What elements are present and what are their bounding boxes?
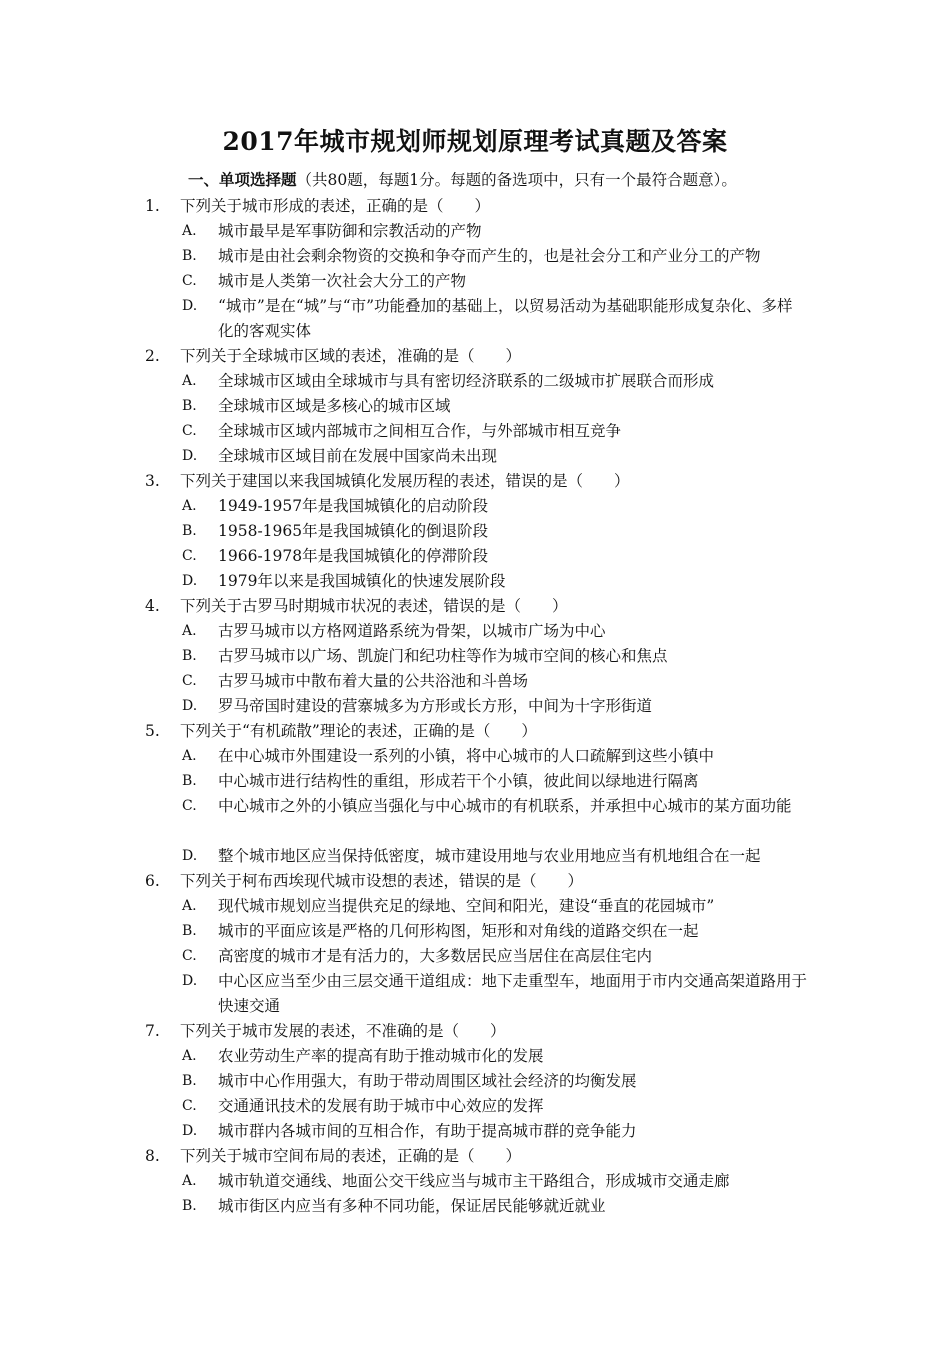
question-stem: [0, 719, 950, 744]
answer-option: [0, 1119, 950, 1144]
option-text: 城市是由社会剩余物资的交换和争夺而产生的，也是社会分工和产业分工的产物: [218, 247, 761, 265]
answer-option: [0, 394, 950, 419]
option-text: 在中心城市外围建设一系列的小镇，将中心城市的人口疏解到这些小镇中: [218, 747, 715, 765]
option-letter: D.: [182, 973, 198, 989]
question-number: 3.: [145, 472, 160, 490]
option-text: 现代城市规划应当提供充足的绿地、空间和阳光，建设“垂直的花园城市”: [218, 897, 715, 915]
question-text: 下列关于全球城市区域的表述，准确的是（ ）: [180, 347, 522, 365]
question-text: 下列关于城市形成的表述，正确的是（ ）: [180, 197, 491, 215]
option-text: 城市是人类第一次社会大分工的产物: [218, 272, 467, 290]
option-letter: B.: [182, 398, 197, 414]
option-letter: B.: [182, 248, 197, 264]
option-letter: C.: [182, 423, 197, 439]
answer-option: [0, 569, 950, 594]
option-text: 整个城市地区应当保持低密度，城市建设用地与农业用地应当有机地组合在一起: [218, 847, 761, 865]
option-letter: C.: [182, 1098, 197, 1114]
option-letter: A.: [182, 623, 197, 639]
option-letter: B.: [182, 523, 197, 539]
question-stem: [0, 1144, 950, 1169]
answer-option: [0, 444, 950, 469]
option-letter: A.: [182, 748, 197, 764]
option-letter: A.: [182, 223, 197, 239]
option-text: 古罗马城市以方格网道路系统为骨架，以城市广场为中心: [218, 622, 606, 640]
option-letter: D.: [182, 698, 198, 714]
answer-option: [0, 944, 950, 969]
option-text: 全球城市区域内部城市之间相互合作，与外部城市相互竞争: [218, 422, 622, 440]
option-text: 交通通讯技术的发展有助于城市中心效应的发挥: [218, 1097, 544, 1115]
question-text: 下列关于城市空间布局的表述，正确的是（ ）: [180, 1147, 522, 1165]
option-text: 罗马帝国时建设的营寨城多为方形或长方形，中间为十字形街道: [218, 697, 653, 715]
option-letter: D.: [182, 448, 198, 464]
answer-option: [0, 519, 950, 544]
answer-option: [0, 219, 950, 244]
answer-option: [0, 669, 950, 694]
option-text: “城市”是在“城”与“市”功能叠加的基础上，以贸易活动为基础职能形成复杂化、多样化的客观实体: [218, 297, 793, 340]
question-stem: [0, 344, 950, 369]
option-letter: B.: [182, 648, 197, 664]
option-text: 全球城市区域是多核心的城市区域: [218, 397, 451, 415]
option-letter: A.: [182, 898, 197, 914]
answer-option: [0, 644, 950, 669]
question-text: 下列关于建国以来我国城镇化发展历程的表述，错误的是（ ）: [180, 472, 630, 490]
question-number: 1.: [145, 197, 160, 215]
answer-option: [0, 369, 950, 394]
answer-option: [0, 1044, 950, 1069]
question-list: [0, 194, 950, 1219]
option-text: 农业劳动生产率的提高有助于推动城市化的发展: [218, 1047, 544, 1065]
answer-option: [0, 294, 950, 344]
option-text: 中心城市之外的小镇应当强化与中心城市的有机联系，并承担中心城市的某方面功能: [218, 797, 792, 815]
option-letter: A.: [182, 1048, 197, 1064]
question-text: 下列关于柯布西埃现代城市设想的表述，错误的是（ ）: [180, 872, 584, 890]
option-letter: B.: [182, 1073, 197, 1089]
question-number: 6.: [145, 872, 160, 890]
question-text: 下列关于城市发展的表述，不准确的是（ ）: [180, 1022, 506, 1040]
option-text: 1979年以来是我国城镇化的快速发展阶段: [218, 572, 506, 590]
answer-option: [0, 544, 950, 569]
option-text: 城市群内各城市间的互相合作，有助于提高城市群的竞争能力: [218, 1122, 637, 1140]
answer-option: [0, 1094, 950, 1119]
option-letter: B.: [182, 923, 197, 939]
option-letter: D.: [182, 298, 198, 314]
option-text: 城市中心作用强大，有助于带动周围区域社会经济的均衡发展: [218, 1072, 637, 1090]
question-number: 5.: [145, 722, 160, 740]
answer-option: [0, 794, 950, 844]
answer-option: [0, 919, 950, 944]
page-title: 2017年城市规划师规划原理考试真题及答案: [222, 127, 728, 156]
question-number: 8.: [145, 1147, 160, 1165]
option-text: 1958-1965年是我国城镇化的倒退阶段: [218, 522, 489, 540]
question-stem: [0, 194, 950, 219]
option-text: 城市最早是军事防御和宗教活动的产物: [218, 222, 482, 240]
option-letter: D.: [182, 848, 198, 864]
section-label: 一、单项选择题: [188, 170, 297, 189]
answer-option: [0, 969, 950, 1019]
option-text: 城市街区内应当有多种不同功能，保证居民能够就近就业: [218, 1197, 606, 1215]
option-letter: A.: [182, 373, 197, 389]
question-number: 4.: [145, 597, 160, 615]
answer-option: [0, 244, 950, 269]
option-text: 古罗马城市中散布着大量的公共浴池和斗兽场: [218, 672, 529, 690]
option-letter: D.: [182, 1123, 198, 1139]
answer-option: [0, 1169, 950, 1194]
answer-option: [0, 1194, 950, 1219]
answer-option: [0, 619, 950, 644]
section-heading: [188, 168, 908, 192]
question-stem: [0, 1019, 950, 1044]
option-letter: C.: [182, 548, 197, 564]
question-text: 下列关于古罗马时期城市状况的表述，错误的是（ ）: [180, 597, 568, 615]
answer-option: [0, 844, 950, 869]
option-letter: C.: [182, 673, 197, 689]
answer-option: [0, 694, 950, 719]
question-number: 2.: [145, 347, 160, 365]
option-letter: C.: [182, 948, 197, 964]
option-letter: B.: [182, 773, 197, 789]
option-text: 高密度的城市才是有活力的，大多数居民应当居住在高层住宅内: [218, 947, 653, 965]
question-stem: [0, 869, 950, 894]
answer-option: [0, 744, 950, 769]
option-text: 全球城市区域目前在发展中国家尚未出现: [218, 447, 498, 465]
option-letter: A.: [182, 498, 197, 514]
question-stem: [0, 594, 950, 619]
option-letter: A.: [182, 1173, 197, 1189]
option-text: 中心区应当至少由三层交通干道组成：地下走重型车，地面用于市内交通高架道路用于快速交通: [218, 972, 808, 1015]
answer-option: [0, 269, 950, 294]
option-letter: D.: [182, 573, 198, 589]
answer-option: [0, 894, 950, 919]
answer-option: [0, 769, 950, 794]
option-text: 中心城市进行结构性的重组，形成若干个小镇，彼此间以绿地进行隔离: [218, 772, 699, 790]
answer-option: [0, 419, 950, 444]
question-number: 7.: [145, 1022, 160, 1040]
option-letter: C.: [182, 273, 197, 289]
option-text: 城市轨道交通线、地面公交干线应当与城市主干路组合，形成城市交通走廊: [218, 1172, 730, 1190]
question-stem: [0, 469, 950, 494]
option-text: 1949-1957年是我国城镇化的启动阶段: [218, 497, 489, 515]
section-description: （共80题，每题1分。每题的备选项中，只有一个最符合题意）。: [296, 171, 737, 189]
answer-option: [0, 1069, 950, 1094]
option-text: 全球城市区域由全球城市与具有密切经济联系的二级城市扩展联合而形成: [218, 372, 715, 390]
option-letter: C.: [182, 798, 197, 814]
question-text: 下列关于“有机疏散”理论的表述，正确的是（ ）: [180, 722, 537, 740]
option-text: 1966-1978年是我国城镇化的停滞阶段: [218, 547, 489, 565]
option-text: 城市的平面应该是严格的几何形构图，矩形和对角线的道路交织在一起: [218, 922, 699, 940]
option-text: 古罗马城市以广场、凯旋门和纪功柱等作为城市空间的核心和焦点: [218, 647, 668, 665]
option-letter: B.: [182, 1198, 197, 1214]
answer-option: [0, 494, 950, 519]
